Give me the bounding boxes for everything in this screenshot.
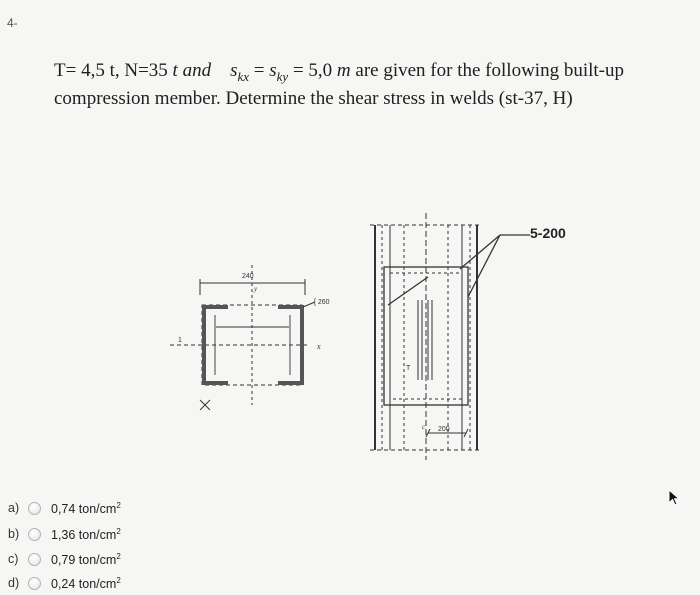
- given-values: T= 4,5 t, N=35: [54, 60, 173, 81]
- t-force-label: T: [406, 365, 411, 372]
- answer-text: 1,36 ton/$cm^2$: [51, 526, 121, 542]
- s-ky-symbol: $s_{ky}$: [269, 60, 289, 84]
- answer-text: 0,24 ton/$cm^2$: [51, 575, 121, 591]
- s-kx-symbol: $s_{kx}$: [230, 60, 250, 84]
- answer-letter: b): [8, 527, 20, 541]
- radio-button-d[interactable]: [28, 577, 41, 590]
- radio-button-a[interactable]: [28, 502, 41, 515]
- unit-m: m: [336, 60, 351, 81]
- answer-option-d[interactable]: [8, 573, 121, 593]
- axis-y-label: y: [254, 285, 258, 293]
- built-up-member-figure: [160, 205, 590, 465]
- answer-option-c[interactable]: [8, 549, 121, 569]
- question-number: 4-: [7, 16, 18, 30]
- weld-5-200-label: 5-200: [530, 225, 566, 241]
- answer-letter: c): [8, 552, 19, 566]
- answer-text: 0,74 ton/$cm^2$: [51, 500, 121, 516]
- elevation-drawing: [370, 213, 530, 460]
- unit-t: t: [172, 60, 178, 81]
- cross-section-drawing: [170, 265, 315, 410]
- radio-button-c[interactable]: [28, 553, 41, 566]
- radio-button-b[interactable]: [28, 528, 41, 541]
- axis-x-label: x: [317, 342, 321, 351]
- question-stem-line-2: compression member. Determine the shear stress in welds (st-37, H): [54, 88, 573, 109]
- dim-240-label: 240: [242, 273, 254, 280]
- plate-200-label: 200: [438, 426, 450, 433]
- stem-suffix: are given for the following built-up: [350, 60, 624, 81]
- answer-letter: a): [8, 501, 20, 515]
- c-label: c: [422, 423, 426, 431]
- and-word: and: [177, 60, 212, 81]
- axis-1-label: 1: [178, 337, 182, 344]
- answer-option-a[interactable]: [8, 498, 121, 518]
- answer-text: 0,79 ton/$cm^2$: [51, 551, 121, 567]
- channel-260-label: [ 260: [314, 299, 330, 306]
- question-stem-line-1: [54, 60, 624, 85]
- answer-option-b[interactable]: [8, 524, 121, 544]
- equals-1: =: [249, 60, 270, 81]
- length-value: = 5,0: [288, 60, 337, 81]
- answer-letter: d): [8, 576, 20, 590]
- mouse-cursor-icon: [668, 489, 682, 507]
